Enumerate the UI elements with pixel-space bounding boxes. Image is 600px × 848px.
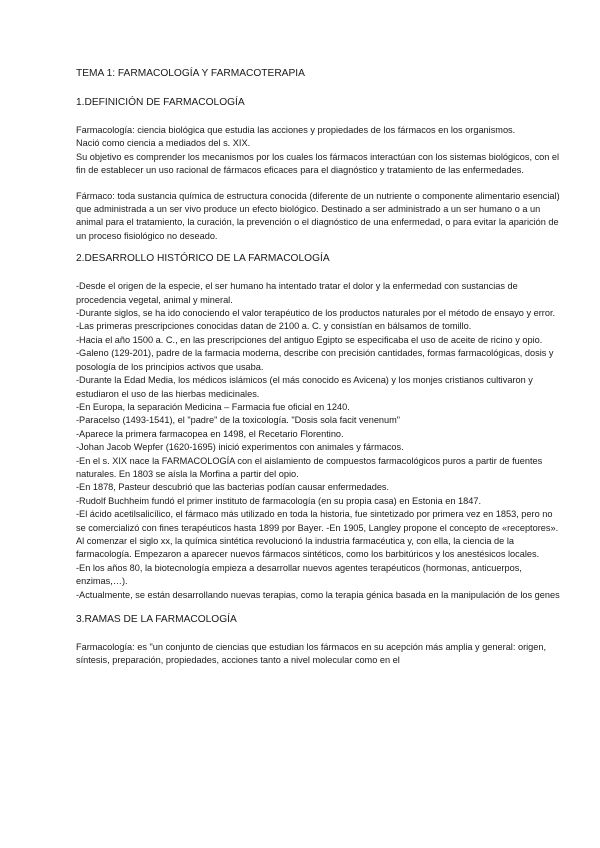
section3-definition: Farmacología: es "un conjunto de ciencias que estudian los fármacos en su acepción más amplia y general: origen, síntesis, preparación, propiedades, acciones tanto a nivel molecular como en el (76, 642, 547, 666)
section1-heading: 1.DEFINICIÓN DE FARMACOLOGÍA (76, 97, 245, 108)
list-item: -Las primeras prescripciones conocidas datan de 2100 a. C. y consistían en bálsamos de tomillo. (76, 321, 472, 332)
list-item: -Paracelso (1493-1541), el "padre" de la toxicología. "Dosis sola facit venenum" (76, 415, 401, 426)
list-item: -En 1878, Pasteur descubrió que las bacterias podían causar enfermedades. (76, 482, 390, 493)
list-item: -Hacia el año 1500 a. C., en las prescripciones del antiguo Egipto se especificaba el uso de aceite de ricino y opio. (76, 334, 543, 345)
section1-farmaco-definition: Fármaco: toda sustancia química de estructura conocida (diferente de un nutriente o componente alimentario esencial) que administrada a un ser vivo produce un efecto biológico. Destinado a ser administrado a un ser humano o a un animal para el tratamiento, la curación, la prevención o el diagnóstico de una enfermedad, o para evitar la aparición de un proceso fisiológico no deseado. (76, 190, 560, 241)
section1-origin: Nació como ciencia a mediados del s. XIX. (76, 138, 251, 149)
history-list (76, 280, 560, 602)
section2-heading: 2.DESARROLLO HISTÓRICO DE LA FARMACOLOGÍA (76, 253, 330, 265)
list-item: -Rudolf Buchheim fundó el primer instituto de farmacología (en su propia casa) en Estonia en 1847. (76, 495, 481, 506)
section1-objective: Su objetivo es comprender los mecanismos por los cuales los fármacos interactúan con los sistemas biológicos, con el fin de establecer un uso racional de fármacos eficaces para el diagnóstico y tratamiento de las enfermedades. (76, 151, 560, 176)
document-title: TEMA 1: FARMACOLOGÍA Y FARMACOTERAPIA (76, 68, 305, 79)
list-item: -Aparece la primera farmacopea en 1498, el Recetario Florentino. (76, 428, 344, 439)
section3-heading: 3.RAMAS DE LA FARMACOLOGÍA (76, 614, 237, 625)
list-item: -Galeno (129-201), padre de la farmacia moderna, describe con precisión cantidades, formas farmacológicas, dosis y posología de los principios activos que usaba. (76, 348, 554, 372)
section1-definition: Farmacología: ciencia biológica que estudia las acciones y propiedades de los fármacos en los organismos. (76, 125, 516, 135)
list-item: -El ácido acetilsalicílico, el fármaco más utilizado en toda la historia, fue sintetizado por primera vez en 1853, pero no se comercializó con fines terapéuticos hasta 1899 por Bayer. -En 1905, Langley propone el concepto de «receptores». Al comenzar el siglo xx, la química sintética revolucionó la industria farmacéutica y, con ella, la ciencia de la farmacología. Empezaron a aparecer nuevos fármacos sintéticos, como los barbitúricos y los anestésicos locales. (76, 509, 559, 560)
list-item: -Durante la Edad Media, los médicos islámicos (el más conocido es Avicena) y los monjes cristianos cultivaron y estudiaron el uso de las hierbas medicinales. (76, 375, 533, 399)
list-item: -Durante siglos, se ha ido conociendo el valor terapéutico de los productos naturales por el método de ensayo y error. (76, 308, 556, 319)
list-item: -En Europa, la separación Medicina – Farmacia fue oficial en 1240. (76, 401, 350, 412)
list-item: -En el s. XIX nace la FARMACOLOGÍA con el aislamiento de compuestos farmacológicos puros a partir de fuentes naturales. En 1803 se aísla la Morfina a partir del opio. (76, 455, 543, 479)
list-item: -Johan Jacob Wepfer (1620-1695) inició experimentos con animales y fármacos. (76, 442, 404, 453)
list-item: -En los años 80, la biotecnología empieza a desarrollar nuevos agentes terapéuticos (hormonas, anticuerpos, enzimas,…). (76, 562, 522, 587)
list-item: -Actualmente, se están desarrollando nuevas terapias, como la terapia génica basada en la manipulación de los genes (76, 589, 560, 600)
list-item: -Desde el origen de la especie, el ser humano ha intentado tratar el dolor y la enfermedad con sustancias de procedencia vegetal, animal y mineral. (76, 281, 518, 305)
